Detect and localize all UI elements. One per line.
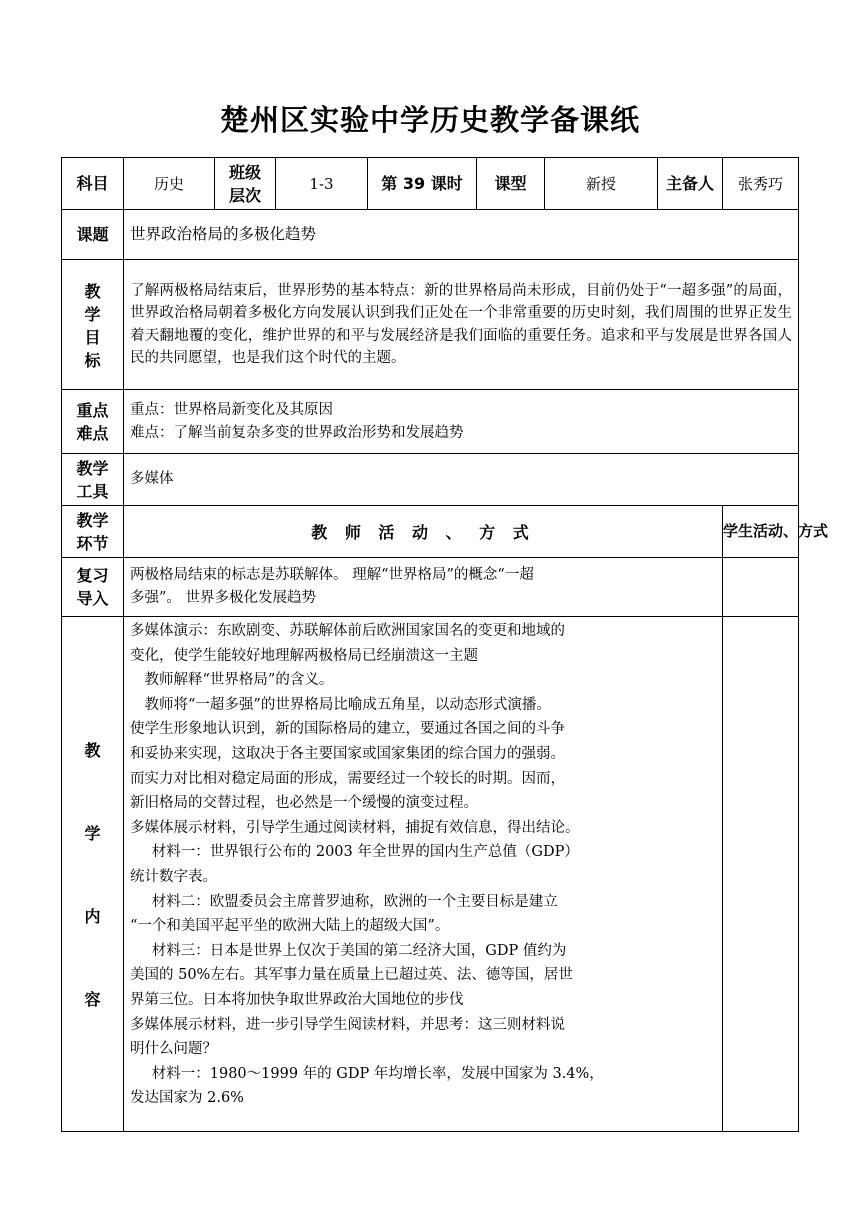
- type-label: 课型: [477, 158, 545, 210]
- content-label-char-1: 教: [84, 741, 101, 760]
- content-line: 而实力对比相对稳定局面的形成，需要经过一个较长的时期。因而，: [130, 770, 565, 787]
- content-label-char-4: 容: [84, 990, 101, 1009]
- type-value: 新授: [545, 158, 658, 210]
- topic-row: [62, 210, 799, 260]
- content-line: 和妥协来实现，这取决于各主要国家或国家集团的综合国力的强弱。: [130, 745, 565, 762]
- content-line: 发达国家为 2.6%: [130, 1090, 244, 1107]
- content-line: 教师将“一超多强”的世界格局比喻成五角星，以动态形式演播。: [144, 696, 551, 713]
- stage-label-line-1: 教学: [76, 510, 109, 530]
- student-activity-header: 学生活动、方式: [723, 506, 799, 558]
- goals-text: 了解两极格局结束后，世界形势的基本特点：新的世界格局尚未形成，目前仍处于“一超多强”的局面，世界政治格局朝着多极化方向发展认识到我们正处在一个非常重要的历史时刻，我们周围的世界正发生着天翻地覆的变化，维护世界的和平与发展经济是我们面临的重要任务。追求和平与发展是世界各国人民的共同愿望，也是我们这个时代的主题。: [124, 260, 799, 390]
- tools-label-line-1: 教学: [76, 458, 109, 478]
- preparer-value: 张秀巧: [723, 158, 799, 210]
- content-label-char-2: 学: [84, 824, 101, 843]
- header-row: [62, 158, 799, 210]
- stage-header-row: [62, 506, 799, 558]
- keypoints-line-1: 重点：世界格局新变化及其原因: [130, 401, 333, 418]
- keypoints-label-line-1: 重点: [76, 400, 109, 420]
- goals-label-char-1: 教: [84, 281, 101, 301]
- keypoints-text: [124, 390, 799, 454]
- content-line: 使学生形象地认识到，新的国际格局的建立，要通过各国之间的斗争: [130, 721, 565, 738]
- goals-row: [62, 260, 799, 390]
- tools-row: [62, 454, 799, 506]
- content-line: 多媒体展示材料，引导学生通过阅读材料，捕捉有效信息，得出结论。: [130, 819, 580, 836]
- content-line: “一个和美国平起平坐的欧洲大陆上的超级大国”。: [130, 918, 450, 935]
- content-line: 材料一：1980～1999 年的 GDP 年均增长率，发展中国家为 3.4%，: [151, 1065, 604, 1082]
- review-row: [62, 558, 799, 617]
- keypoints-row: [62, 390, 799, 454]
- review-line-1: 两极格局结束的标志是苏联解体。 理解“世界格局”的概念“一超: [130, 567, 534, 583]
- content-line: 材料二：欧盟委员会主席普罗迪称，欧洲的一个主要目标是建立: [151, 893, 558, 910]
- content-line: 多媒体演示：东欧剧变、苏联解体前后欧洲国家国名的变更和地域的: [130, 623, 565, 639]
- content-row: [62, 617, 799, 1132]
- keypoints-line-2: 难点：了解当前复杂多变的世界政治形势和发展趋势: [130, 424, 464, 441]
- review-student-cell: [723, 558, 799, 617]
- tools-value: 多媒体: [124, 454, 799, 506]
- level-value: 1-3: [276, 158, 368, 210]
- topic-value: 世界政治格局的多极化趋势: [124, 210, 799, 260]
- teacher-activity-header: 教 师 活 动 、 方 式: [124, 506, 723, 558]
- review-label: [62, 558, 124, 617]
- preparer-label: 主备人: [658, 158, 723, 210]
- content-line: 材料一：世界银行公布的 2003 年全世界的国内生产总值（GDP）: [151, 844, 579, 861]
- tools-label: [62, 454, 124, 506]
- content-line: 多媒体展示材料，进一步引导学生阅读材料，并思考：这三则材料说: [130, 1016, 565, 1033]
- level-label: [215, 158, 276, 210]
- content-line: 界第三位。日本将加快争取世界政治大国地位的步伐: [130, 991, 464, 1008]
- content-lines: [130, 619, 716, 1111]
- content-line: 美国的 50%左右。其军事力量在质量上已超过英、法、德等国，居世: [130, 967, 573, 984]
- level-label-line-2: 层次: [228, 185, 261, 205]
- content-line: 教师解释“世界格局”的含义。: [144, 672, 334, 689]
- period-label: 第 39 课时: [368, 158, 477, 210]
- lesson-plan-table: [61, 157, 829, 1132]
- content-line: 统计数字表。: [130, 868, 217, 885]
- keypoints-label-line-2: 难点: [76, 423, 109, 443]
- goals-label-char-3: 目: [84, 327, 101, 347]
- content-student-cell: [723, 617, 799, 1132]
- goals-label-char-4: 标: [84, 350, 101, 370]
- content-line: 材料三：日本是世界上仅次于美国的第二经济大国，GDP 值约为: [151, 942, 567, 959]
- subject-label: 科目: [62, 158, 124, 210]
- stage-label: [62, 506, 124, 558]
- goals-label: [62, 260, 124, 390]
- content-line: 新旧格局的交替过程，也必然是一个缓慢的演变过程。: [130, 795, 478, 812]
- review-label-line-2: 导入: [76, 589, 109, 608]
- level-label-line-1: 班级: [228, 162, 261, 182]
- review-label-line-1: 复习: [76, 566, 109, 585]
- keypoints-label: [62, 390, 124, 454]
- goals-label-char-2: 学: [84, 304, 101, 324]
- stage-label-line-2: 环节: [76, 533, 109, 553]
- tools-label-line-2: 工具: [76, 481, 109, 501]
- topic-label: 课题: [62, 210, 124, 260]
- page-title: 楚州区实验中学历史教学备课纸: [219, 103, 640, 137]
- content-line: 变化，使学生能较好地理解两极格局已经崩溃这一主题: [130, 647, 478, 664]
- content-line: 明什么问题？: [130, 1041, 217, 1058]
- content-label: [62, 617, 124, 1132]
- content-text: [124, 617, 723, 1132]
- content-label-char-3: 内: [84, 907, 101, 926]
- subject-value: 历史: [124, 158, 215, 210]
- review-line-2: 多强”。 世界多极化发展趋势: [130, 590, 317, 606]
- review-text: [124, 558, 723, 617]
